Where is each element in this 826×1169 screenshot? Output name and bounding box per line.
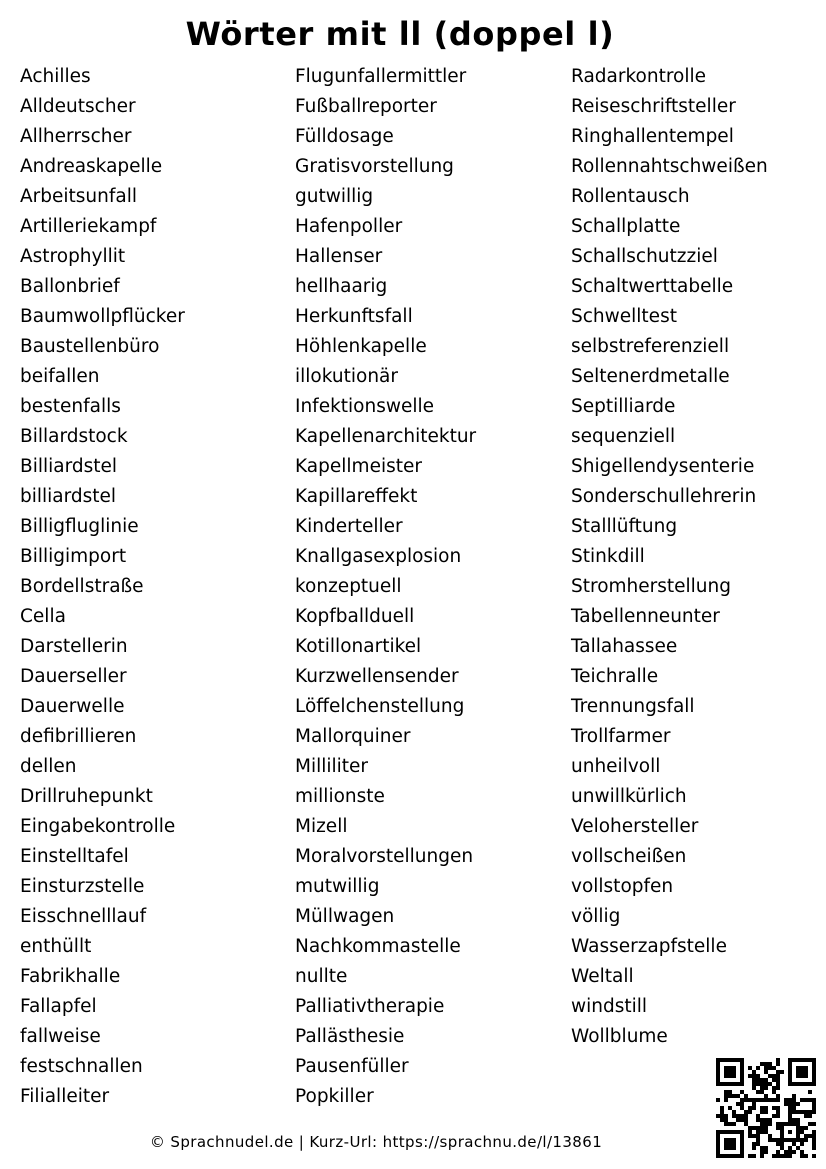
word-item: Löffelchenstellung	[295, 696, 465, 717]
word-item: Stinkdill	[571, 546, 645, 567]
word-item: Milliliter	[295, 756, 369, 777]
word-item: Allherrscher	[20, 126, 132, 147]
word-item: Hallenser	[295, 246, 383, 267]
word-item: millionste	[295, 786, 385, 807]
word-item: Mallorquiner	[295, 726, 411, 747]
word-item: bestenfalls	[20, 396, 121, 417]
word-item: Eisschnelllauf	[20, 906, 147, 927]
word-item: Mizell	[295, 816, 348, 837]
word-item: selbstreferenziell	[571, 336, 730, 357]
word-item: Tallahassee	[571, 636, 678, 657]
word-item: Baumwollpflücker	[20, 306, 185, 327]
word-item: Fußballreporter	[295, 96, 437, 117]
word-item: windstill	[571, 996, 648, 1017]
word-item: Billardstock	[20, 426, 128, 447]
word-item: Höhlenkapelle	[295, 336, 427, 357]
word-item: hellhaarig	[295, 276, 388, 297]
word-item: Einstelltafel	[20, 846, 129, 867]
word-item: illokutionär	[295, 366, 398, 387]
word-item: Tabellenneunter	[571, 606, 720, 627]
word-item: Gratisvorstellung	[295, 156, 454, 177]
word-item: Darstellerin	[20, 636, 128, 657]
word-item: Reiseschriftsteller	[571, 96, 736, 117]
word-item: Eingabekontrolle	[20, 816, 176, 837]
word-item: Weltall	[571, 966, 634, 987]
word-item: Fülldosage	[295, 126, 394, 147]
word-item: mutwillig	[295, 876, 380, 897]
word-item: Billigimport	[20, 546, 127, 567]
word-item: Wollblume	[571, 1026, 668, 1047]
word-item: Dauerseller	[20, 666, 127, 687]
word-item: Kapellenarchitektur	[295, 426, 477, 447]
word-item: Schallschutzziel	[571, 246, 718, 267]
page-title: Wörter mit ll (doppel l)	[185, 15, 615, 53]
word-item: Andreaskapelle	[20, 156, 163, 177]
word-item: Wasserzapfstelle	[571, 936, 727, 957]
word-item: Müllwagen	[295, 906, 395, 927]
word-item: Seltenerdmetalle	[571, 366, 730, 387]
word-item: Teichralle	[571, 666, 659, 687]
word-item: Kapellmeister	[295, 456, 422, 477]
word-item: Trennungsfall	[571, 696, 695, 717]
word-item: Herkunftsfall	[295, 306, 413, 327]
word-item: Infektionswelle	[295, 396, 435, 417]
word-item: Flugunfallermittler	[295, 66, 467, 87]
word-item: Radarkontrolle	[571, 66, 707, 87]
word-item: Arbeitsunfall	[20, 186, 137, 207]
word-item: Kurzwellensender	[295, 666, 459, 687]
word-item: enthüllt	[20, 936, 92, 957]
word-item: Bordellstraße	[20, 576, 144, 597]
word-item: konzeptuell	[295, 576, 402, 597]
word-item: Septilliarde	[571, 396, 676, 417]
word-item: festschnallen	[20, 1056, 143, 1077]
word-item: billiardstel	[20, 486, 117, 507]
word-item: Rollennahtschweißen	[571, 156, 768, 177]
word-item: Kapillareffekt	[295, 486, 418, 507]
word-column-2	[295, 62, 476, 1112]
word-item: Fabrikhalle	[20, 966, 121, 987]
word-item: Cella	[20, 606, 66, 627]
word-item: Palliativtherapie	[295, 996, 445, 1017]
word-item: Shigellendysenterie	[571, 456, 755, 477]
word-item: Kinderteller	[295, 516, 403, 537]
word-item: beifallen	[20, 366, 100, 387]
word-column-3	[571, 62, 768, 1052]
word-item: unwillkürlich	[571, 786, 687, 807]
word-item: Sonderschullehrerin	[571, 486, 757, 507]
word-item: Filialleiter	[20, 1086, 110, 1107]
word-item: Hafenpoller	[295, 216, 403, 237]
word-item: Kotillonartikel	[295, 636, 422, 657]
word-item: sequenziell	[571, 426, 676, 447]
word-item: gutwillig	[295, 186, 374, 207]
word-item: Rollentausch	[571, 186, 690, 207]
word-item: vollstopfen	[571, 876, 674, 897]
word-item: Billiardstel	[20, 456, 118, 477]
word-item: Stromherstellung	[571, 576, 731, 597]
word-item: Trollfarmer	[571, 726, 671, 747]
word-item: Popkiller	[295, 1086, 374, 1107]
word-item: Einsturzstelle	[20, 876, 145, 897]
word-item: Velohersteller	[571, 816, 699, 837]
word-item: Achilles	[20, 66, 91, 87]
word-item: unheilvoll	[571, 756, 661, 777]
word-item: fallweise	[20, 1026, 101, 1047]
word-item: Kopfballduell	[295, 606, 415, 627]
word-item: Ballonbrief	[20, 276, 120, 297]
word-item: Moralvorstellungen	[295, 846, 474, 867]
word-item: dellen	[20, 756, 77, 777]
word-column-1	[20, 62, 185, 1112]
word-item: vollscheißen	[571, 846, 687, 867]
word-item: Alldeutscher	[20, 96, 136, 117]
word-item: Astrophyllit	[20, 246, 126, 267]
word-item: Dauerwelle	[20, 696, 125, 717]
word-item: Ringhallentempel	[571, 126, 734, 147]
word-item: Schallplatte	[571, 216, 681, 237]
word-item: Baustellenbüro	[20, 336, 160, 357]
word-item: Nachkommastelle	[295, 936, 461, 957]
word-item: völlig	[571, 906, 621, 927]
footer-credit: © Sprachnudel.de | Kurz-Url: https://sprachnu.de/l/13861	[149, 1133, 603, 1151]
word-item: Billigfluglinie	[20, 516, 139, 537]
word-item: Artilleriekampf	[20, 216, 157, 237]
word-item: Pallästhesie	[295, 1026, 405, 1047]
word-item: Pausenfüller	[295, 1056, 409, 1077]
word-item: Drillruhepunkt	[20, 786, 153, 807]
word-item: Schwelltest	[571, 306, 677, 327]
word-item: Knallgasexplosion	[295, 546, 462, 567]
word-item: Schaltwerttabelle	[571, 276, 734, 297]
word-item: Fallapfel	[20, 996, 97, 1017]
word-item: nullte	[295, 966, 348, 987]
word-item: Stalllüftung	[571, 516, 678, 537]
word-item: defibrillieren	[20, 726, 137, 747]
